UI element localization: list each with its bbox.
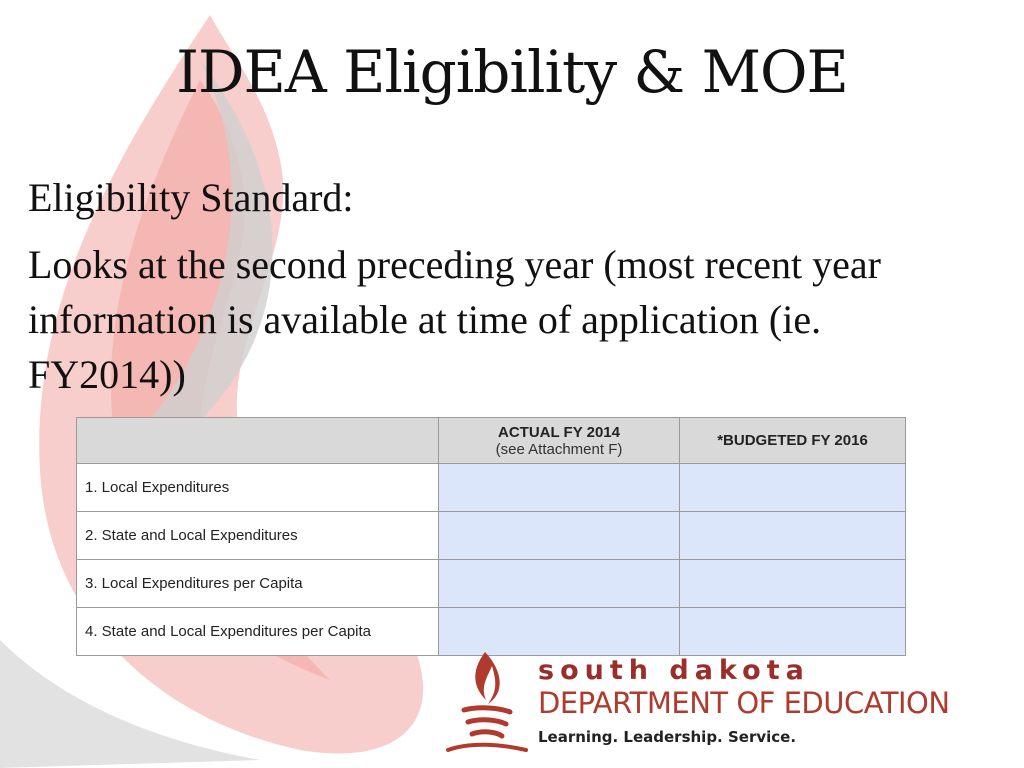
header-actual-fy2014 (439, 418, 680, 464)
eligibility-table (76, 417, 906, 656)
body-text (28, 170, 968, 402)
sd-doe-logo (440, 650, 1010, 760)
budgeted-cell[interactable] (680, 512, 906, 560)
table-row (77, 560, 906, 608)
header-actual-sub: (see Attachment F) (495, 440, 623, 458)
table-row (77, 608, 906, 656)
logo-text (538, 656, 950, 746)
budgeted-cell[interactable] (680, 608, 906, 656)
page-title: IDEA Eligibility & MOE (176, 38, 848, 106)
actual-cell[interactable] (439, 512, 680, 560)
torch-icon (440, 650, 530, 758)
row-label: 2. State and Local Expenditures (77, 512, 439, 560)
header-actual-main: ACTUAL FY 2014 (498, 423, 620, 441)
table-row (77, 512, 906, 560)
logo-state-name: south dakota (538, 655, 810, 686)
actual-cell[interactable] (439, 608, 680, 656)
actual-cell[interactable] (439, 464, 680, 512)
row-label: 4. State and Local Expenditures per Capita (77, 608, 439, 656)
header-budgeted-fy2016: *BUDGETED FY 2016 (680, 418, 906, 464)
logo-department: DEPARTMENT OF EDUCATION (538, 686, 950, 720)
actual-cell[interactable] (439, 560, 680, 608)
standard-description: Looks at the second preceding year (most recent year information is available at time of application (ie. FY2014)) (28, 242, 881, 397)
standard-heading: Eligibility Standard: (28, 175, 354, 220)
row-label: 1. Local Expenditures (77, 464, 439, 512)
budgeted-cell[interactable] (680, 560, 906, 608)
budgeted-cell[interactable] (680, 464, 906, 512)
logo-tagline: Learning. Leadership. Service. (538, 728, 797, 746)
table-row (77, 464, 906, 512)
header-blank (77, 418, 439, 464)
table-header-row (77, 418, 906, 464)
row-label: 3. Local Expenditures per Capita (77, 560, 439, 608)
